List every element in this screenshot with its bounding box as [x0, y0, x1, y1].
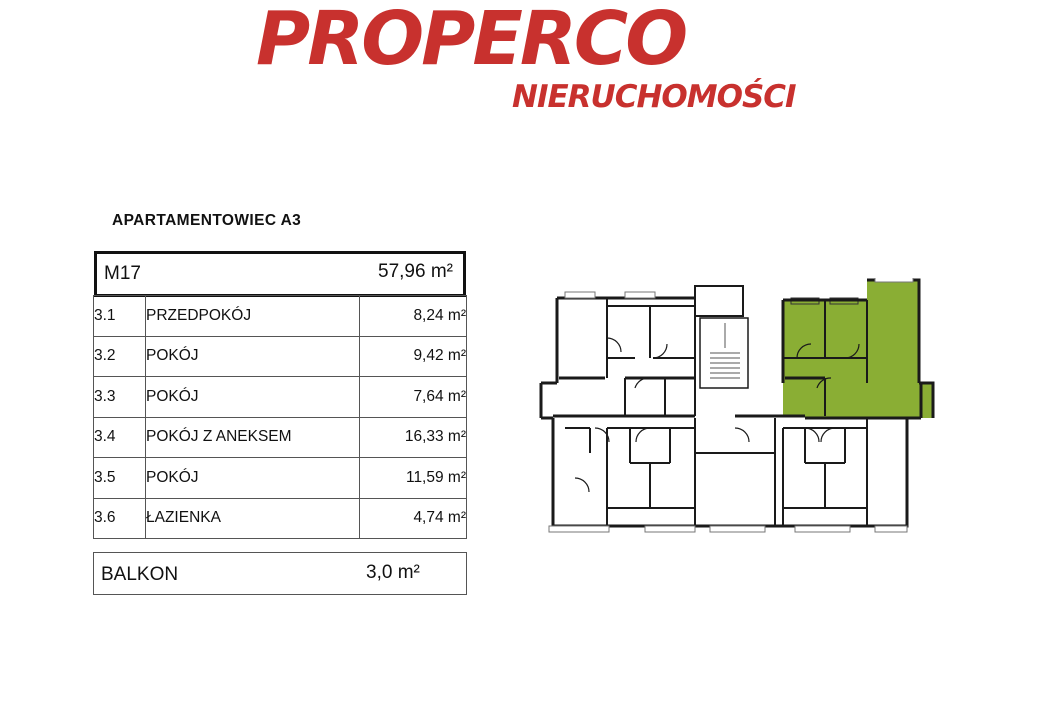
room-number: 3.4: [94, 417, 146, 458]
unit-total-area: 57,96 m²: [378, 261, 453, 282]
room-name: POKÓJ: [146, 458, 360, 499]
room-area: 4,74 m²: [360, 498, 467, 539]
floor-plan: [535, 278, 945, 548]
interior-walls-bottom: [565, 418, 867, 526]
brand-subtitle: NIERUCHOMOŚCI: [512, 79, 796, 115]
balcony-row: [93, 552, 467, 595]
unit-header: [94, 251, 466, 297]
room-row: [94, 498, 467, 539]
room-row: [94, 296, 467, 337]
balcony-area: 3,0 m²: [366, 562, 420, 583]
brand-logo: PROPERCO: [256, 0, 686, 82]
room-name: ŁAZIENKA: [146, 498, 360, 539]
room-name: POKÓJ Z ANEKSEM: [146, 417, 360, 458]
room-area: 16,33 m²: [360, 417, 467, 458]
balcony-label: BALKON: [101, 564, 179, 585]
room-name: POKÓJ: [146, 377, 360, 418]
room-row: [94, 377, 467, 418]
room-number: 3.6: [94, 498, 146, 539]
room-area: 11,59 m²: [360, 458, 467, 499]
building-title: APARTAMENTOWIEC A3: [112, 212, 302, 229]
staircase: [695, 286, 748, 388]
room-number: 3.2: [94, 336, 146, 377]
room-row: [94, 336, 467, 377]
room-number: 3.1: [94, 296, 146, 337]
room-number: 3.5: [94, 458, 146, 499]
room-row: [94, 458, 467, 499]
room-number: 3.3: [94, 377, 146, 418]
room-row: [94, 417, 467, 458]
room-area: 9,42 m²: [360, 336, 467, 377]
room-name: PRZEDPOKÓJ: [146, 296, 360, 337]
rooms-table: [93, 295, 467, 539]
room-name: POKÓJ: [146, 336, 360, 377]
room-area: 7,64 m²: [360, 377, 467, 418]
room-area: 8,24 m²: [360, 296, 467, 337]
unit-id: M17: [104, 263, 141, 284]
